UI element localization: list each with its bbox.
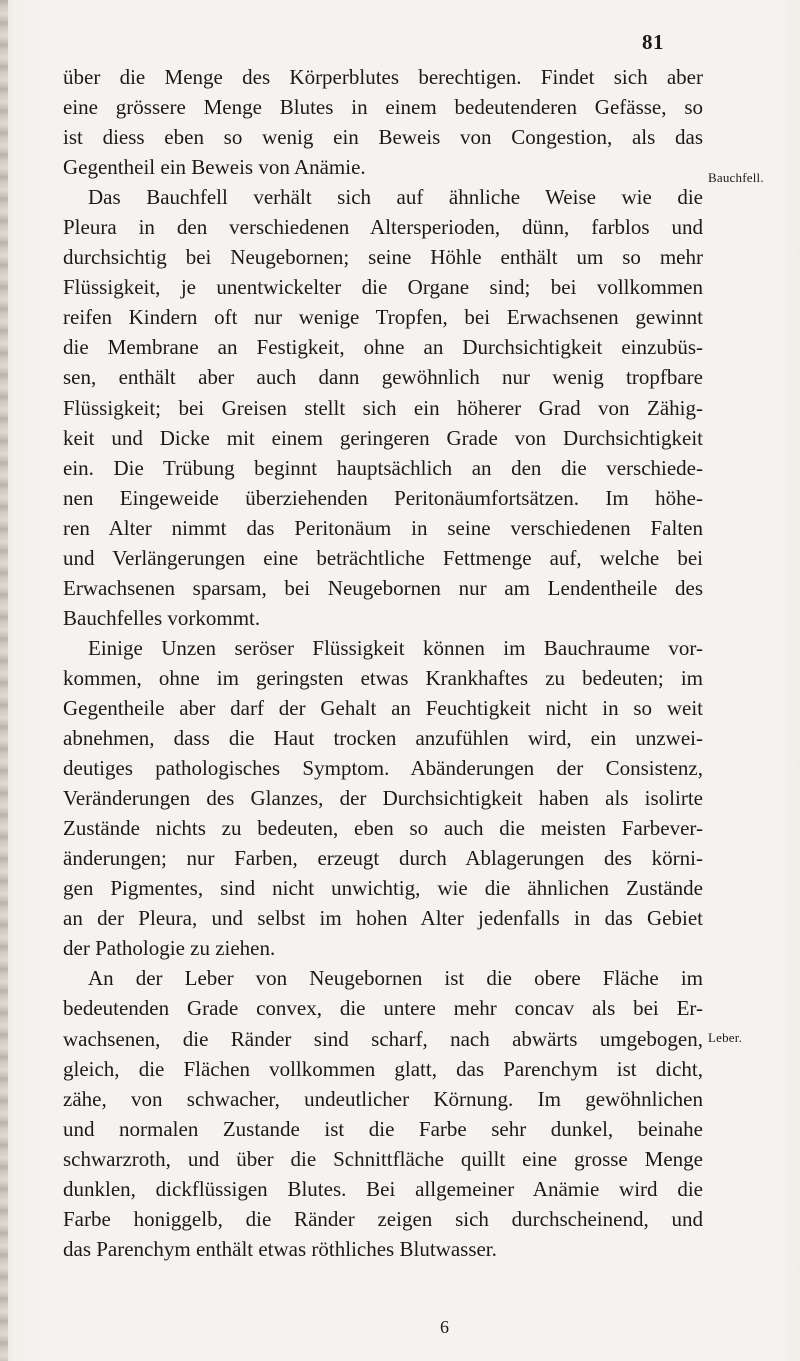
text-line: An der Leber von Neugebornen ist die obere Fläche im bbox=[88, 966, 703, 991]
text-line: Pleura in den verschiedenen Altersperioden, dünn, farblos und bbox=[63, 215, 703, 240]
signature-mark: 6 bbox=[440, 1317, 449, 1337]
text-line: deutiges pathologisches Symptom. Abänderungen der Consistenz, bbox=[63, 756, 703, 781]
text-line: kommen, ohne im geringsten etwas Krankhaftes zu bedeuten; im bbox=[63, 665, 703, 690]
text-line: der Pathologie zu ziehen. bbox=[63, 936, 276, 961]
text-line: und Verlängerungen eine beträchtliche Fettmenge auf, welche bei bbox=[63, 545, 703, 570]
text-line: reifen Kindern oft nur wenige Tropfen, bei Erwachsenen gewinnt bbox=[63, 305, 703, 330]
text-line: dunklen, dickflüssigen Blutes. Bei allgemeiner Anämie wird die bbox=[63, 1176, 703, 1201]
text-line: Zustände nichts zu bedeuten, eben so auch die meisten Farbever- bbox=[63, 816, 703, 841]
text-line: Flüssigkeit, je unentwickelter die Organe sind; bei vollkommen bbox=[63, 275, 703, 300]
text-line: Flüssigkeit; bei Greisen stellt sich ein höherer Grad von Zähig- bbox=[63, 395, 703, 420]
text-line: abnehmen, dass die Haut trocken anzufühlen wird, ein unzwei- bbox=[63, 726, 703, 751]
text-line: ren Alter nimmt das Peritonäum in seine verschiedenen Falten bbox=[63, 515, 703, 540]
text-line: gleich, die Flächen vollkommen glatt, das Parenchym ist dicht, bbox=[63, 1056, 703, 1081]
text-line: Farbe honiggelb, die Ränder zeigen sich durchscheinend, und bbox=[63, 1206, 703, 1231]
text-line: über die Menge des Körperblutes berechtigen. Findet sich aber bbox=[63, 65, 703, 89]
text-line: sen, enthält aber auch dann gewöhnlich nur wenig tropfbare bbox=[63, 365, 703, 390]
text-line: bedeutenden Grade convex, die untere mehr concav als bei Er- bbox=[63, 996, 703, 1021]
text-line: keit und Dicke mit einem geringeren Grade von Durchsichtigkeit bbox=[63, 425, 703, 450]
text-line: Einige Unzen seröser Flüssigkeit können im Bauchraume vor- bbox=[88, 635, 703, 660]
text-line: das Parenchym enthält etwas röthliches Blutwasser. bbox=[63, 1236, 497, 1261]
text-line: nen Eingeweide überziehenden Peritonäumfortsätzen. Im höhe- bbox=[63, 485, 703, 510]
text-line: wachsenen, die Ränder sind scharf, nach abwärts umgebogen, bbox=[63, 1026, 703, 1051]
text-line: Bauchfelles vorkommt. bbox=[63, 605, 261, 630]
page-number: 81 bbox=[642, 30, 664, 54]
text-line: schwarzroth, und über die Schnittfläche quillt eine grosse Menge bbox=[63, 1146, 703, 1171]
text-line: Gegentheile aber darf der Gehalt an Feuchtigkeit nicht in so weit bbox=[63, 695, 703, 720]
text-line: die Membrane an Festigkeit, ohne an Durchsichtigkeit einzubüs- bbox=[63, 335, 703, 360]
text-line: Veränderungen des Glanzes, der Durchsichtigkeit haben als isolirte bbox=[63, 786, 703, 811]
text-line: Erwachsenen sparsam, bei Neugebornen nur am Lendentheile des bbox=[63, 575, 703, 600]
text-line: zähe, von schwacher, undeutlicher Körnung. Im gewöhnlichen bbox=[63, 1086, 703, 1111]
text-line: Gegentheil ein Beweis von Anämie. bbox=[63, 155, 366, 180]
page-binding-edge bbox=[0, 0, 8, 1361]
text-line: eine grössere Menge Blutes in einem bedeutenderen Gefässe, so bbox=[63, 95, 703, 120]
text-line: Das Bauchfell verhält sich auf ähnliche Weise wie die bbox=[88, 185, 703, 210]
text-line: durchsichtig bei Neugebornen; seine Höhle enthält um so mehr bbox=[63, 245, 703, 270]
text-line: gen Pigmentes, sind nicht unwichtig, wie die ähnlichen Zustände bbox=[63, 876, 703, 901]
text-line: und normalen Zustande ist die Farbe sehr dunkel, beinahe bbox=[63, 1116, 703, 1141]
margin-note-leber: Leber. bbox=[708, 1030, 743, 1045]
text-line: ist diess eben so wenig ein Beweis von Congestion, als das bbox=[63, 125, 703, 150]
text-line: an der Pleura, und selbst im hohen Alter jedenfalls in das Gebiet bbox=[63, 906, 703, 931]
text-line: änderungen; nur Farben, erzeugt durch Ablagerungen des körni- bbox=[63, 846, 703, 871]
text-line: ein. Die Trübung beginnt hauptsächlich an den die verschiede- bbox=[63, 455, 703, 480]
margin-note-bauchfell: Bauchfell. bbox=[708, 170, 764, 185]
body-text bbox=[63, 62, 703, 1264]
